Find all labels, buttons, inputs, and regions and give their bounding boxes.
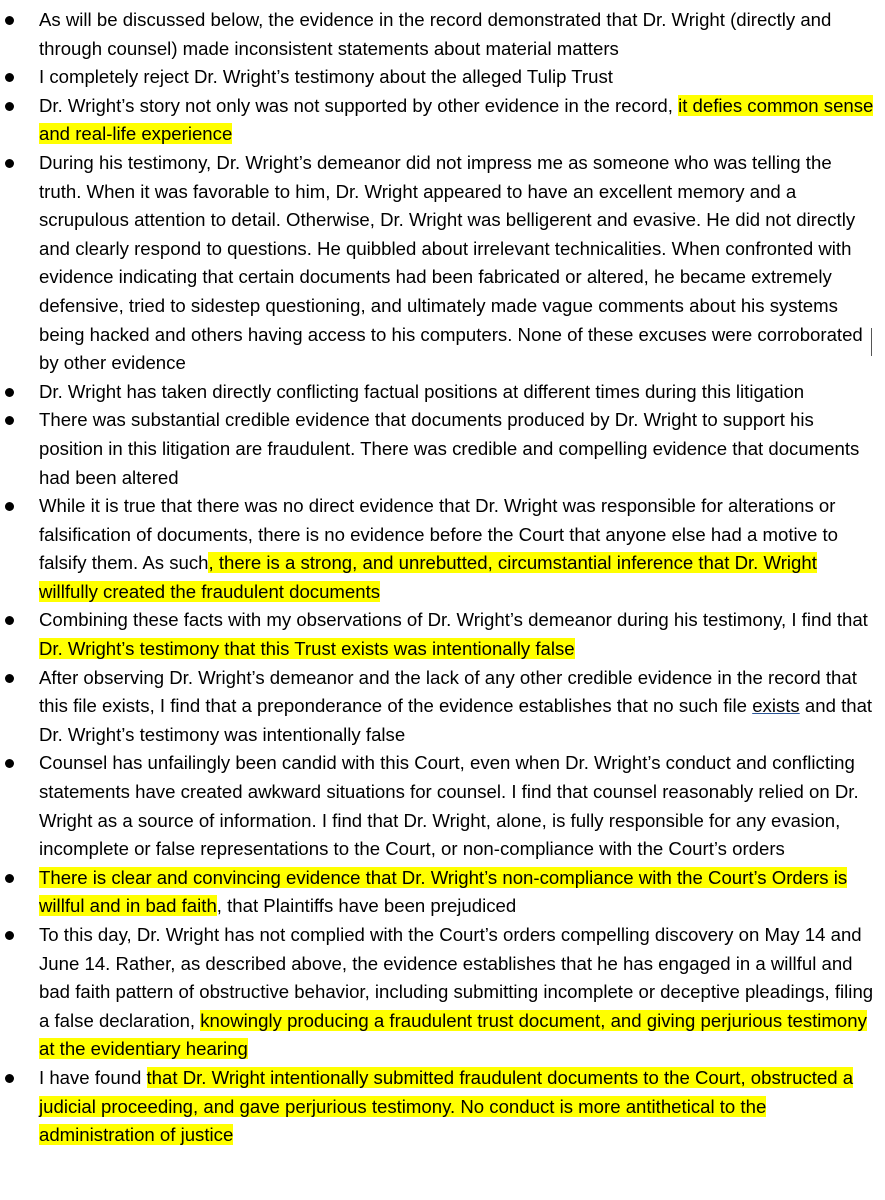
- highlighted-text: that Dr. Wright intentionally submitted fraudulent documents to the Court, obstructed a judicial proceeding, and gave perjurious testimony. No conduct is more antithetical to the administration of justice: [39, 1066, 854, 1146]
- text-cursor: [871, 328, 872, 356]
- bullet-icon: [5, 416, 14, 425]
- bullet-icon: [5, 874, 14, 883]
- bullet-text: Dr. Wright’s story not only was not supported by other evidence in the record,: [39, 94, 679, 116]
- bullet-text: While it is true that there was no direct evidence that Dr. Wright was responsible for alterations or falsification of documents, there is no evidence before the Court that anyone else had a motive to falsify them. As such: [39, 495, 838, 574]
- bullet-text: , that Plaintiffs have been prejudiced: [216, 895, 517, 917]
- bullet-text: To this day, Dr. Wright has not complied with the Court’s orders compelling discovery on May 14 and June 14. Rather, as described above, the evidence establishes that he has engaged in a willful and bad faith pattern of obstructive behavior, including submitting incomplete or deceptive pleadings, filing a false declaration,: [39, 924, 874, 1031]
- bullet-icon: [5, 1074, 14, 1083]
- bullet-icon: [5, 16, 14, 25]
- bullet-icon: [5, 73, 14, 82]
- highlighted-text: There is clear and convincing evidence that Dr. Wright’s non-compliance with the Court’s Orders is willful and in bad faith: [39, 866, 848, 917]
- bullet-item: [0, 921, 885, 1064]
- bullet-item: [0, 378, 885, 407]
- bullet-text: I completely reject Dr. Wright’s testimony about the alleged Tulip Trust: [39, 66, 613, 88]
- bullet-text: and that Dr. Wright’s testimony was intentionally false: [39, 695, 873, 745]
- highlighted-text: knowingly producing a fraudulent trust document, and giving perjurious testimony at the evidentiary hearing: [39, 1009, 867, 1060]
- underlined-word: exists: [752, 695, 800, 717]
- bullet-icon: [5, 674, 14, 683]
- bullet-text: During his testimony, Dr. Wright’s demeanor did not impress me as someone who was telling the truth. When it was favorable to him, Dr. Wright appeared to have an excellent memory and a scrupulous attention to detail. Otherwise, Dr. Wright was belligerent and evasive. He did not directly and clearly respond to questions. He quibbled about irrelevant technicalities. When confronted with evidence indicating that certain documents had been fabricated or altered, he became extremely defensive, tried to sidestep questioning, and ultimately made vague comments about his systems being hacked and others having access to his computers. None of these excuses were corroborated by other evidence: [39, 151, 863, 374]
- bullet-icon: [5, 759, 14, 768]
- bullet-item: [0, 63, 885, 92]
- bullet-item: [0, 149, 885, 378]
- bullet-icon: [5, 502, 14, 511]
- highlighted-text: Dr. Wright’s testimony that this Trust exists was intentionally false: [39, 638, 575, 660]
- bullet-list: [0, 6, 885, 1150]
- bullet-icon: [5, 388, 14, 397]
- bullet-item: [0, 864, 885, 921]
- bullet-text: Dr. Wright has taken directly conflicting factual positions at different times during this litigation: [39, 380, 805, 402]
- bullet-icon: [5, 102, 14, 111]
- highlighted-text: , there is a strong, and unrebutted, circumstantial inference that Dr. Wright willfully created the fraudulent documents: [39, 552, 817, 602]
- bullet-item: [0, 749, 885, 863]
- bullet-text: After observing Dr. Wright’s demeanor and the lack of any other credible evidence in the record that this file exists, I find that a preponderance of the evidence establishes that no such file: [39, 666, 857, 717]
- bullet-text: I have found: [39, 1066, 147, 1088]
- bullet-item: [0, 1064, 885, 1150]
- bullet-item: [0, 664, 885, 750]
- bullet-text: As will be discussed below, the evidence in the record demonstrated that Dr. Wright (directly and through counsel) made inconsistent statements about material matters: [39, 9, 832, 59]
- bullet-icon: [5, 159, 14, 168]
- bullet-item: [0, 6, 885, 63]
- bullet-icon: [5, 931, 14, 940]
- bullet-text: There was substantial credible evidence that documents produced by Dr. Wright to support his position in this litigation are fraudulent. There was credible and compelling evidence that documents had been altered: [39, 409, 860, 488]
- bullet-item: [0, 492, 885, 606]
- highlighted-text: it defies common sense and real-life experience: [39, 94, 874, 145]
- bullet-item: [0, 606, 885, 663]
- bullet-item: [0, 406, 885, 492]
- bullet-text: Combining these facts with my observations of Dr. Wright’s demeanor during his testimony, I find that: [39, 609, 868, 631]
- bullet-item: [0, 92, 885, 149]
- document-body: [0, 6, 885, 1150]
- bullet-text: Counsel has unfailingly been candid with this Court, even when Dr. Wright’s conduct and conflicting statements have created awkward situations for counsel. I find that counsel reasonably relied on Dr. Wright as a source of information. I find that Dr. Wright, alone, is fully responsible for any evasion, incomplete or false representations to the Court, or non-compliance with the Court’s orders: [39, 752, 859, 860]
- bullet-icon: [5, 616, 14, 625]
